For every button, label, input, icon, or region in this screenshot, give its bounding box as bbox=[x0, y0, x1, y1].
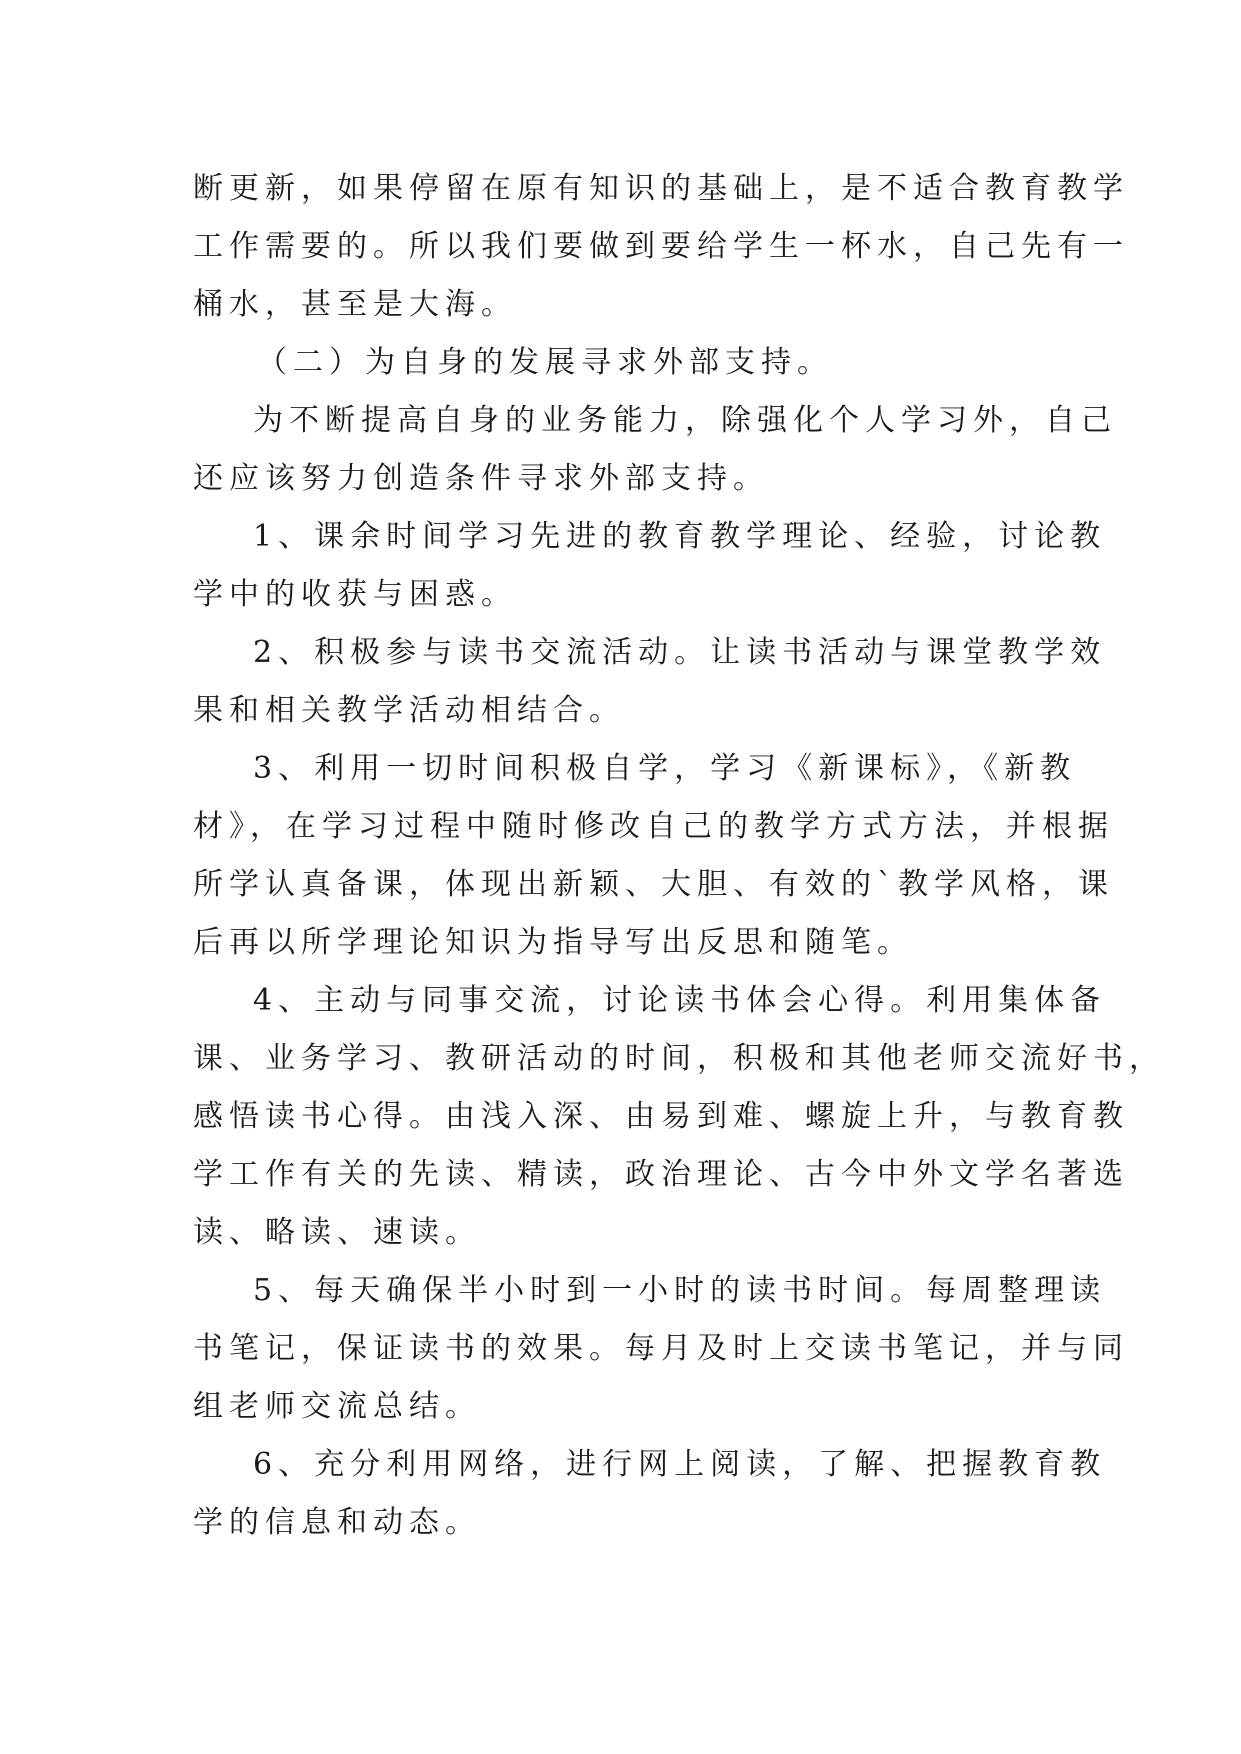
list-item-4: 4、主动与同事交流，讨论读书体会心得。利用集体备 bbox=[253, 983, 1107, 1018]
text-line: 组老师交流总结。 bbox=[193, 1389, 481, 1424]
text-line: 工作需要的。所以我们要做到要给学生一杯水，自己先有一 bbox=[193, 229, 1129, 264]
text-line: 学中的收获与困惑。 bbox=[193, 577, 517, 612]
text-line: 所学认真备课，体现出新颖、大胆、有效的`教学风格，课 bbox=[193, 867, 1114, 902]
text-line: 读、略读、速读。 bbox=[193, 1215, 481, 1250]
text-line: 断更新，如果停留在原有知识的基础上，是不适合教育教学 bbox=[193, 171, 1129, 206]
text-line: 课、业务学习、教研活动的时间，积极和其他老师交流好书， bbox=[193, 1041, 1165, 1076]
text-line: 材》，在学习过程中随时修改自己的教学方式方法，并根据 bbox=[193, 809, 1114, 844]
text-line: 学工作有关的先读、精读，政治理论、古今中外文学名著选 bbox=[193, 1157, 1129, 1192]
list-item-2: 2、积极参与读书交流活动。让读书活动与课堂教学效 bbox=[253, 635, 1107, 670]
text-line: 还应该努力创造条件寻求外部支持。 bbox=[193, 461, 769, 496]
text-line: 书笔记，保证读书的效果。每月及时上交读书笔记，并与同 bbox=[193, 1331, 1129, 1366]
text-line: 后再以所学理论知识为指导写出反思和随笔。 bbox=[193, 925, 913, 960]
text-line: 桶水，甚至是大海。 bbox=[193, 287, 517, 322]
list-item-6: 6、充分利用网络，进行网上阅读，了解、把握教育教 bbox=[253, 1447, 1107, 1482]
list-item-3: 3、利用一切时间积极自学，学习《新课标》，《新教 bbox=[253, 751, 1077, 786]
paragraph-first-line: 为不断提高自身的业务能力，除强化个人学习外，自己 bbox=[253, 403, 1117, 438]
list-item-1: 1、课余时间学习先进的教育教学理论、经验，讨论教 bbox=[253, 519, 1107, 554]
list-item-5: 5、每天确保半小时到一小时的读书时间。每周整理读 bbox=[253, 1273, 1107, 1308]
text-line: 果和相关教学活动相结合。 bbox=[193, 693, 625, 728]
text-line: 感悟读书心得。由浅入深、由易到难、螺旋上升，与教育教 bbox=[193, 1099, 1129, 1134]
document-body bbox=[193, 160, 1165, 1552]
text-line: 学的信息和动态。 bbox=[193, 1505, 481, 1540]
section-heading: （二）为自身的发展寻求外部支持。 bbox=[257, 345, 833, 380]
